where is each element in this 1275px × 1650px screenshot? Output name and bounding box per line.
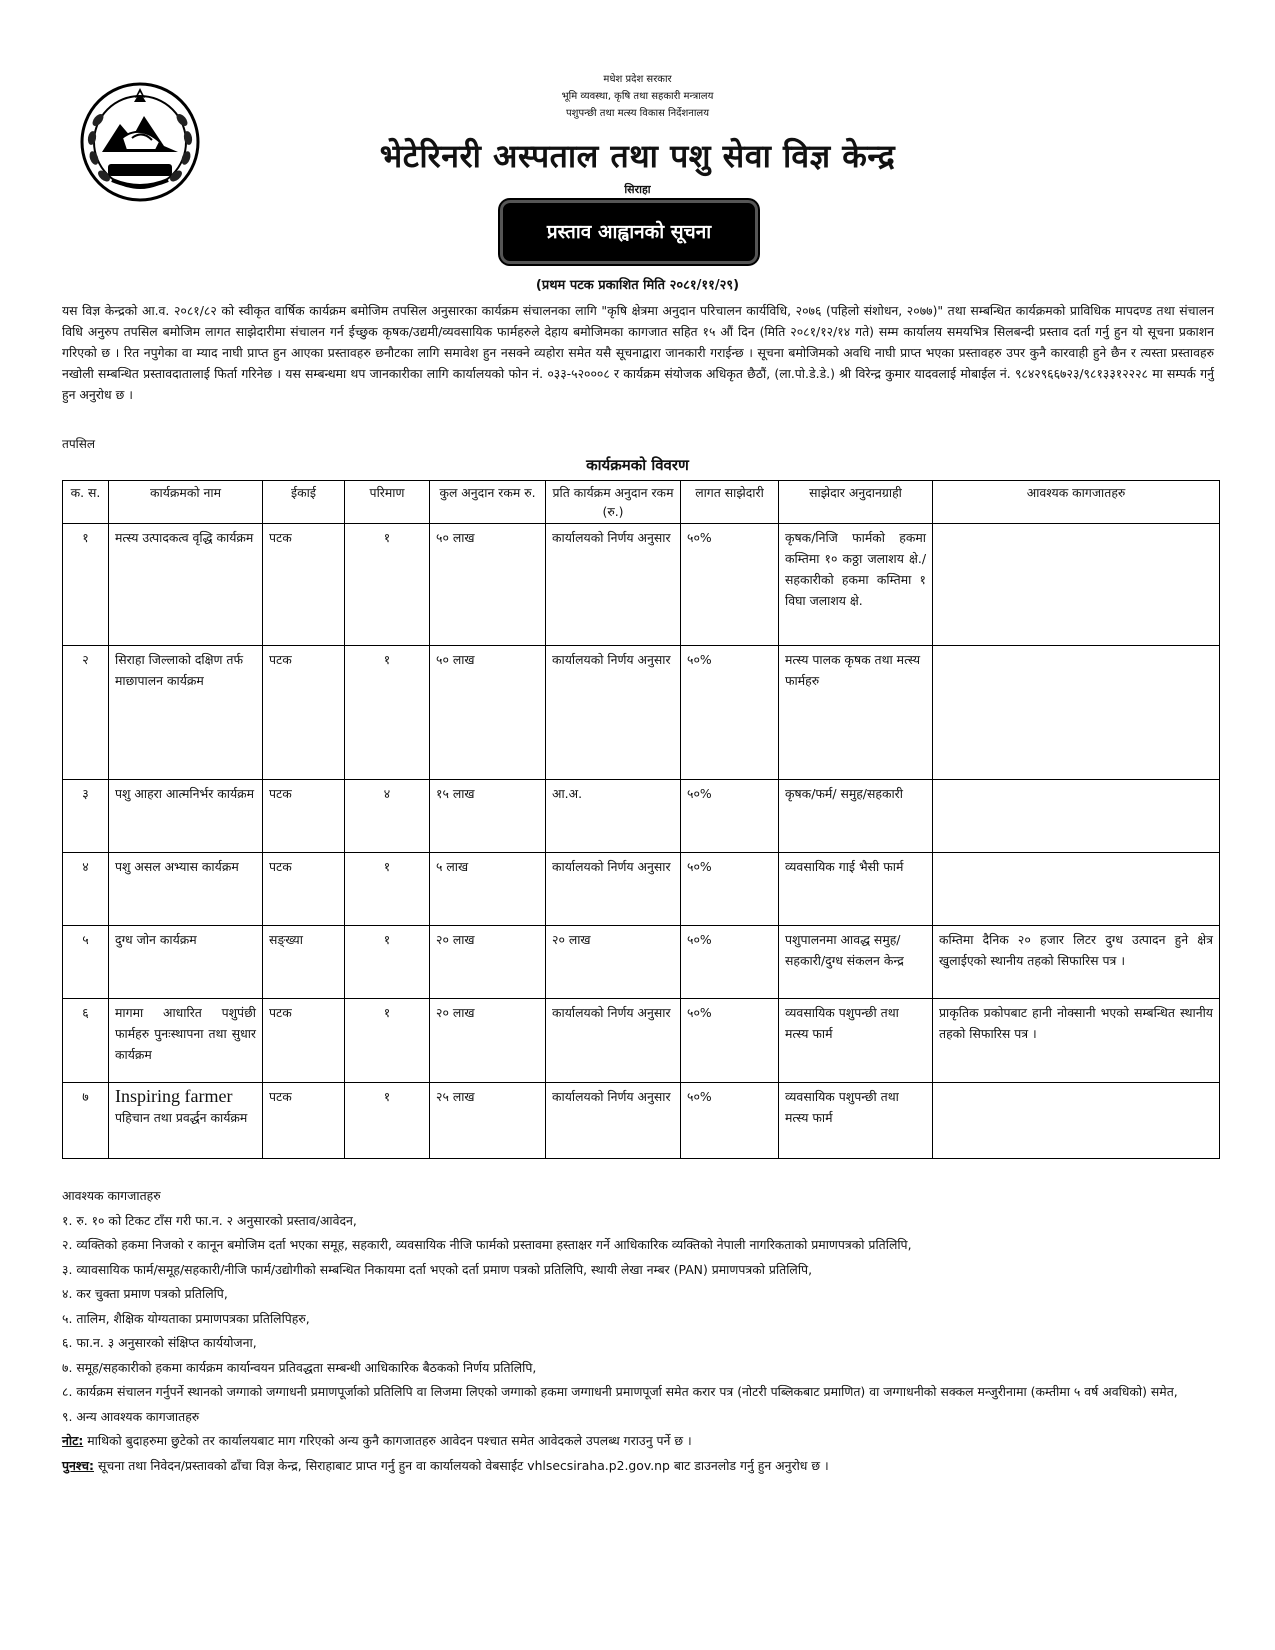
- cell-qty: १: [345, 1083, 430, 1159]
- documents-heading: आवश्यक कागजातहरु: [62, 1188, 161, 1203]
- document-item: ९. अन्य आवश्यक कागजातहरु: [62, 1408, 200, 1424]
- cell-name: पशु असल अभ्यास कार्यक्रम: [109, 853, 263, 926]
- cell-per: कार्यालयको निर्णय अनुसार: [546, 1083, 681, 1159]
- cell-share: ५०%: [681, 780, 779, 853]
- cell-unit: सङ्ख्या: [263, 926, 345, 999]
- cell-partner: कृषक/फर्म/ समुह/सहकारी: [779, 780, 933, 853]
- cell-docs: [933, 646, 1220, 780]
- cell-unit: पटक: [263, 853, 345, 926]
- cell-name: मागमा आधारित पशुपंछी फार्महरु पुनःस्थापना तथा सुधार कार्यक्रम: [109, 999, 263, 1083]
- cell-docs: [933, 853, 1220, 926]
- notice-title: प्रस्ताव आह्वानको सूचना: [546, 221, 712, 243]
- header-qty: परिमाण: [345, 481, 430, 524]
- cell-docs: [933, 524, 1220, 646]
- cell-name-english: Inspiring farmer: [115, 1086, 233, 1106]
- required-documents: [62, 1184, 1222, 1478]
- cell-per: २० लाख: [546, 926, 681, 999]
- cell-name: मत्स्य उत्पादकत्व वृद्धि कार्यक्रम: [109, 524, 263, 646]
- document-item: १. रु. १० को टिकट टाँस गरी फा.न. २ अनुसारको प्रस्ताव/आवेदन,: [62, 1212, 357, 1228]
- table-row: [63, 926, 1220, 999]
- header-sn: क. स.: [63, 481, 109, 524]
- cell-total: १५ लाख: [430, 780, 546, 853]
- header-partner: साझेदार अनुदानग्राही: [779, 481, 933, 524]
- cell-partner: व्यवसायिक पशुपन्छी तथा मत्स्य फार्म: [779, 1083, 933, 1159]
- program-table: [62, 480, 1220, 1159]
- cell-share: ५०%: [681, 1083, 779, 1159]
- note-text: माथिको बुदाहरुमा छुटेको तर कार्यालयबाट माग गरिएको अन्य कुनै कागजातहरु आवेदन पश्चात समेत आवेदकले उपलब्ध गराउनु पर्ने छ ।: [83, 1433, 692, 1448]
- cell-name: [109, 1083, 263, 1159]
- cell-total: २५ लाख: [430, 1083, 546, 1159]
- cell-total: ५० लाख: [430, 646, 546, 780]
- cell-name: सिराहा जिल्लाको दक्षिण तर्फ माछापालन कार्यक्रम: [109, 646, 263, 780]
- header-docs: आवश्यक कागजातहरु: [933, 481, 1220, 524]
- table-row: [63, 780, 1220, 853]
- table-header-row: [63, 481, 1220, 524]
- table-row: [63, 646, 1220, 780]
- cell-partner: व्यवसायिक गाई भैसी फार्म: [779, 853, 933, 926]
- cell-sn: २: [63, 646, 109, 780]
- cell-unit: पटक: [263, 780, 345, 853]
- cell-partner: कृषक/निजि फार्मको हकमा कम्तिमा १० कठ्ठा जलाशय क्षे./ सहकारीको हकमा कम्तिमा १ विघा जलाशय क्षे.: [779, 524, 933, 646]
- cell-name-nepali: पहिचान तथा प्रवर्द्धन कार्यक्रम: [115, 1110, 248, 1125]
- document-item: ८. कार्यक्रम संचालन गर्नुपर्ने स्थानको जग्गाको जग्गाधनी प्रमाणपूर्जाको प्रतिलिपि वा लिजमा लिएको जग्गाको हकमा जग्गाधनी प्रमाणपूर्जा समेत करार पत्र (नोटरी पब्लिकबाट प्रमाणित) वा जग्गाधनीको सक्कल मन्जुरीनामा (कम्तीमा ५ वर्ष अवधिको) समेत,: [62, 1384, 1178, 1399]
- document-item: ३. व्यावसायिक फार्म/समूह/सहकारी/नीजि फार्म/उद्योगीको सम्बन्धित निकायमा दर्ता भएको दर्ता प्रमाण पत्रको प्रतिलिपि, स्थायी लेखा नम्बर (PAN) प्रमाणपत्रको प्रतिलिपि,: [62, 1261, 813, 1277]
- table-row: [63, 999, 1220, 1083]
- cell-partner: व्यवसायिक पशुपन्छी तथा मत्स्य फार्म: [779, 999, 933, 1083]
- ps-label: पुनश्च:: [62, 1457, 95, 1473]
- cell-total: ५० लाख: [430, 524, 546, 646]
- cell-docs: [933, 1083, 1220, 1159]
- cell-share: ५०%: [681, 853, 779, 926]
- notice-title-badge: [500, 200, 758, 264]
- cell-qty: १: [345, 524, 430, 646]
- cell-per: कार्यालयको निर्णय अनुसार: [546, 999, 681, 1083]
- document-item: २. व्यक्तिको हकमा निजको र कानून बमोजिम दर्ता भएका समूह, सहकारी, व्यवसायिक नीजि फार्मको प्रस्तावमा हस्ताक्षर गर्ने आधिकारिक व्यक्तिको नेपाली नागरिकताको प्रमाणपत्रको प्रतिलिपि,: [62, 1237, 912, 1252]
- cell-sn: ६: [63, 999, 109, 1083]
- document-item: ६. फा.न. ३ अनुसारको संक्षिप्त कार्ययोजना,: [62, 1335, 257, 1350]
- cell-share: ५०%: [681, 646, 779, 780]
- note-line: [62, 1429, 1222, 1454]
- cell-sn: ३: [63, 780, 109, 853]
- cell-share: ५०%: [681, 999, 779, 1083]
- document-item: ५. तालिम, शैक्षिक योग्यताका प्रमाणपत्रका प्रतिलिपिहरु,: [62, 1310, 310, 1326]
- cell-sn: ७: [63, 1083, 109, 1159]
- cell-unit: पटक: [263, 524, 345, 646]
- header-share: लागत साझेदारी: [681, 481, 779, 524]
- district-label: सिराहा: [624, 183, 651, 196]
- cell-per: कार्यालयको निर्णय अनुसार: [546, 646, 681, 780]
- cell-sn: ५: [63, 926, 109, 999]
- cell-docs: [933, 780, 1220, 853]
- cell-unit: पटक: [263, 646, 345, 780]
- document-item: ४. कर चुक्ता प्रमाण पत्रको प्रतिलिपि,: [62, 1286, 228, 1301]
- cell-qty: १: [345, 926, 430, 999]
- cell-unit: पटक: [263, 999, 345, 1083]
- cell-qty: ४: [345, 780, 430, 853]
- cell-name: दुग्ध जोन कार्यक्रम: [109, 926, 263, 999]
- document-item: ७. समूह/सहकारीको हकमा कार्यक्रम कार्यान्वयन प्रतिवद्धता सम्बन्धी आधिकारिक बैठकको निर्णय प्रतिलिपि,: [62, 1359, 537, 1375]
- table-row: [63, 524, 1220, 646]
- cell-sn: ४: [63, 853, 109, 926]
- cell-partner: मत्स्य पालक कृषक तथा मत्स्य फार्महरु: [779, 646, 933, 780]
- tapsil-label: तपसिल: [62, 437, 96, 451]
- cell-qty: १: [345, 646, 430, 780]
- cell-docs: कम्तिमा दैनिक २० हजार लिटर दुग्ध उत्पादन हुने क्षेत्र खुलाईएको स्थानीय तहको सिफारिस पत्र ।: [933, 926, 1220, 999]
- cell-docs: प्राकृतिक प्रकोपबाट हानी नोक्सानी भएको सम्बन्धित स्थानीय तहको सिफारिस पत्र ।: [933, 999, 1220, 1083]
- cell-share: ५०%: [681, 524, 779, 646]
- publish-date-line: (प्रथम पटक प्रकाशित मिति २०८१/११/२९): [535, 278, 740, 293]
- ministry-line-3: पशुपन्छी तथा मत्स्य विकास निर्देशनालय: [565, 108, 710, 119]
- header-unit: ईकाई: [263, 481, 345, 524]
- ministry-line-1: मधेश प्रदेश सरकार: [603, 74, 672, 85]
- table-row: [63, 1083, 1220, 1159]
- cell-total: ५ लाख: [430, 853, 546, 926]
- cell-per: कार्यालयको निर्णय अनुसार: [546, 524, 681, 646]
- office-title: भेटेरिनरी अस्पताल तथा पशु सेवा विज्ञ केन्द्र: [379, 137, 896, 175]
- intro-paragraph: यस विज्ञ केन्द्रको आ.व. २०८१/८२ को स्वीकृत वार्षिक कार्यक्रम बमोजिम तपसिल अनुसारका कार्यक्रम संचालनका लागि "कृषि क्षेत्रमा अनुदान परिचालन कार्यविधि, २०७६ (पहिलो संशोधन, २०७७)" तथा सम्बन्धित कार्यक्रमको प्राविधिक मापदण्ड तथा संचालन विधि अनुरुप तपसिल बमोजिम लागत साझेदारीमा संचालन गर्न ईच्छुक कृषक/उद्यमी/व्यवसायिक फार्महरुले देहाय बमोजिमका कागजात सहित १५ औं दिन (मिति २०८१/१२/१४ गते) सम्म कार्यालय समयभित्र सिलबन्दी प्रस्ताव दर्ता गर्नु हुन यो सूचना प्रकाशन गरिएको छ । रित नपुगेका वा म्याद नाघी प्राप्त हुन आएका प्रस्तावहरु छनौटका लागि समावेश हुन नसक्ने व्यहोरा समेत यसै सूचनाद्वारा जानकारी गराईन्छ । सूचना बमोजिमको अवधि नाघी प्राप्त भएका प्रस्तावहरु उपर कुनै कारवाही हुने छैन र त्यस्ता प्रस्तावहरु नखोली सम्बन्धित प्रस्तावदातालाई फिर्ता गरिनेछ । यस सम्बन्धमा थप जानकारीका लागि कार्यालयको फोन नं. ०३३-५२०००८ र कार्यक्रम संयोजक अधिकृत छैठौं, (ला.पो.डे.डे.) श्री विरेन्द्र कुमार यादवलाई मोबाईल नं. ९८४२९६६७२३/९८१३३१२२२८ मा सम्पर्क गर्नु हुन अनुरोध छ ।: [62, 303, 1214, 402]
- cell-unit: पटक: [263, 1083, 345, 1159]
- header-per: प्रति कार्यक्रम अनुदान रकम (रु.): [546, 481, 681, 524]
- ps-line: [62, 1454, 1222, 1479]
- cell-total: २० लाख: [430, 926, 546, 999]
- ministry-line-2: भूमि व्यवस्था, कृषि तथा सहकारी मन्त्रालय: [561, 91, 714, 102]
- cell-share: ५०%: [681, 926, 779, 999]
- cell-sn: १: [63, 524, 109, 646]
- cell-per: आ.अ.: [546, 780, 681, 853]
- table-row: [63, 853, 1220, 926]
- table-title: कार्यक्रमको विवरण: [586, 456, 689, 474]
- cell-qty: १: [345, 853, 430, 926]
- cell-name: पशु आहरा आत्मनिर्भर कार्यक्रम: [109, 780, 263, 853]
- ps-text: सूचना तथा निवेदन/प्रस्तावको ढाँचा विज्ञ केन्द्र, सिराहाबाट प्राप्त गर्नु हुन वा कार्यालयको वेबसाईट vhlsecsiraha.p2.gov.np बाट डाउनलोड गर्नु हुन अनुरोध छ ।: [94, 1457, 829, 1473]
- cell-partner: पशुपालनमा आवद्ध समुह/ सहकारी/दुग्ध संकलन केन्द्र: [779, 926, 933, 999]
- cell-total: २० लाख: [430, 999, 546, 1083]
- header-total: कुल अनुदान रकम रु.: [430, 481, 546, 524]
- note-label: नोट:: [62, 1433, 84, 1448]
- header-name: कार्यक्रमको नाम: [109, 481, 263, 524]
- cell-per: कार्यालयको निर्णय अनुसार: [546, 853, 681, 926]
- cell-qty: १: [345, 999, 430, 1083]
